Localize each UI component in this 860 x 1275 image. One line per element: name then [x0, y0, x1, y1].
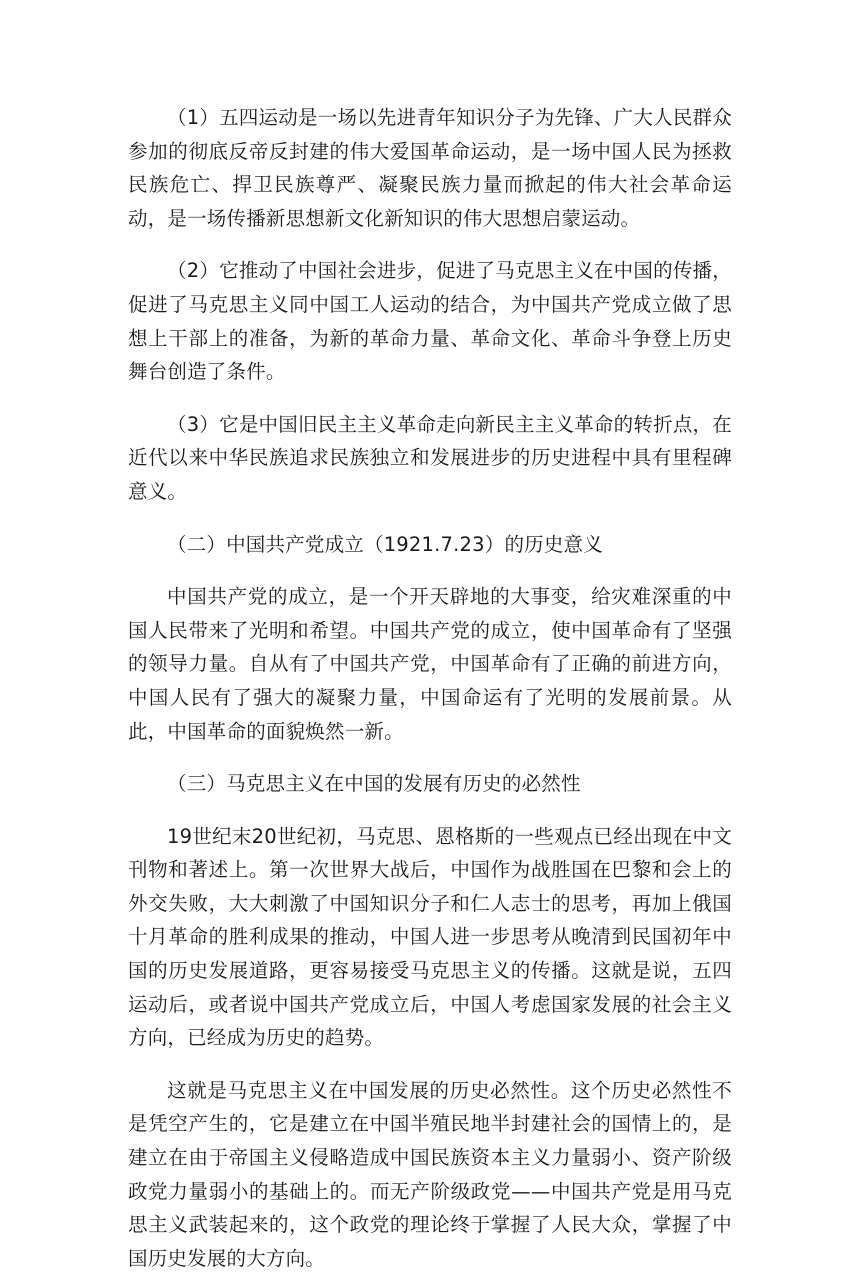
section-heading-marxism-inevitability: （三）马克思主义在中国的发展有历史的必然性: [167, 772, 581, 796]
paragraph-may-fourth-nature: （1）五四运动是一场以先进青年知识分子为先锋、广大人民群众参加的彻底反帝反封建的伟大爱国革命运动，是一场中国人民为拯救民族危亡、捍卫民族尊严、凝聚民族力量而掀起的伟大社会革命运动，是一场传播新思想新文化新知识的伟大思想启蒙运动。: [128, 106, 732, 230]
paragraph-historical-necessity: 这就是马克思主义在中国发展的历史必然性。这个历史必然性不是凭空产生的，它是建立在中国半殖民地半封建社会的国情上的，是建立在由于帝国主义侵略造成中国民族资本主义力量弱小、资产阶级政党力量弱小的基础上的。而无产阶级政党——中国共产党是用马克思主义武装起来的，这个政党的理论终于掌握了人民大众，掌握了中国历史发展的大方向。: [128, 1078, 732, 1270]
paragraph-marxism-spread: 19世纪末20世纪初，马克思、恩格斯的一些观点已经出现在中文刊物和著述上。第一次世界大战后，中国作为战胜国在巴黎和会上的外交失败，大大刺激了中国知识分子和仁人志士的思考，再加上俄国十月革命的胜利成果的推动，中国人进一步思考从晚清到民国初年中国的历史发展道路，更容易接受马克思主义的传播。这就是说，五四运动后，或者说中国共产党成立后，中国人考虑国家发展的社会主义方向，已经成为历史的趋势。: [128, 824, 732, 1050]
paragraph-cpc-founding-significance: 中国共产党的成立，是一个开天辟地的大事变，给灾难深重的中国人民带来了光明和希望。中国共产党的成立，使中国革命有了坚强的领导力量。自从有了中国共产党，中国革命有了正确的前进方向，中国人民有了强大的凝聚力量，中国命运有了光明的发展前景。从此，中国革命的面貌焕然一新。: [128, 585, 732, 743]
paragraph-may-fourth-turning-point: （3）它是中国旧民主主义革命走向新民主主义革命的转折点，在近代以来中华民族追求民族独立和发展进步的历史进程中具有里程碑意义。: [128, 412, 732, 503]
paragraph-may-fourth-impact: （2）它推动了中国社会进步，促进了马克思主义在中国的传播，促进了马克思主义同中国工人运动的结合，为中国共产党成立做了思想上干部上的准备，为新的革命力量、革命文化、革命斗争登上历史舞台创造了条件。: [128, 259, 732, 384]
section-heading-cpc-founding: （二）中国共产党成立（1921.7.23）的历史意义: [167, 532, 603, 556]
